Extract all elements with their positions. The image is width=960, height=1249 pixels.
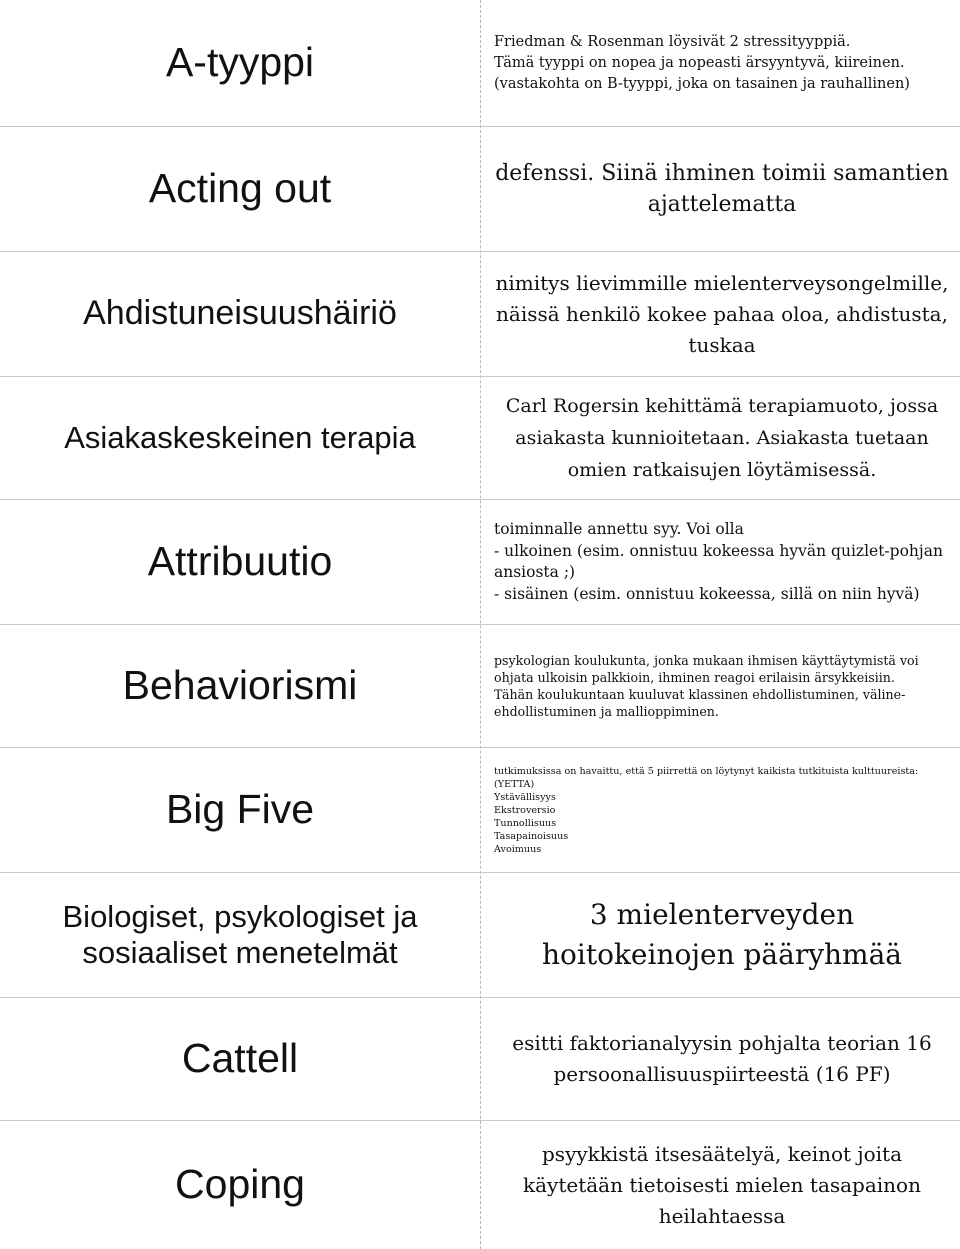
card-definition-text: Friedman & Rosenman löysivät 2 stressityyppiä. Tämä tyyppi on nopea ja nopeasti ärsyyntyvä, kiireinen. (vastakohta on B-tyyppi, joka on tasainen ja rauhallinen) [494, 33, 910, 92]
card-term: Asiakaskeskeinen terapia [64, 420, 416, 456]
card-definition-text: 3 mielenterveyden hoitokeinojen pääryhmää [541, 898, 902, 971]
card-definition [481, 252, 960, 376]
card-row [0, 748, 960, 873]
card-term: Ahdistuneisuushäiriö [83, 294, 397, 333]
card-definition-text: defenssi. Siinä ihminen toimii samantien ajattelematta [495, 161, 949, 217]
card-row [0, 252, 960, 377]
card-row [0, 377, 960, 500]
card-definition [481, 748, 960, 872]
card-definition [481, 998, 960, 1120]
card-term: Behaviorismi [122, 662, 358, 709]
card-row [0, 998, 960, 1121]
card-term: A-tyyppi [165, 39, 315, 86]
card-definition-text: Carl Rogersin kehittämä terapiamuoto, jossa asiakasta kunnioitetaan. Asiakasta tuetaan omien ratkaisujen löytämisessä. [505, 395, 939, 481]
card-term: Big Five [165, 786, 315, 833]
card-definition-text: toiminnalle annettu syy. Voi olla - ulkoinen (esim. onnistuu kokeessa hyvän quizlet-pohjan ansiosta ;) - sisäinen (esim. onnistuu kokeessa, sillä on niin hyvä) [494, 520, 943, 603]
card-term: Acting out [148, 165, 332, 212]
card-definition [481, 873, 960, 997]
card-definition-text: esitti faktorianalyysin pohjalta teorian 16 persoonallisuuspiirteestä (16 PF) [512, 1031, 932, 1086]
card-term: Biologiset, psykologiset ja sosiaaliset menetelmät [62, 899, 418, 970]
card-row [0, 500, 960, 625]
card-definition-text: psyykkistä itsesäätelyä, keinot joita käytetään tietoisesti mielen tasapainon heilahtaessa [523, 1141, 921, 1228]
card-definition-text: psykologian koulukunta, jonka mukaan ihmisen käyttäytymistä voi ohjata ulkoisin palkkioin, ihminen reagoi erilaisin ärsykkeisiin. Tähän koulukuntaan kuuluvat klassinen ehdollistuminen, väline-ehdollistuminen ja mallioppiminen. [494, 653, 919, 719]
card-row [0, 127, 960, 252]
card-term: Attribuutio [147, 538, 333, 585]
card-definition-text: tutkimuksissa on havaittu, että 5 piirrettä on löytynyt kaikista tutkituista kulttuureista: (YETTA) Ystävällisyys Ekstroversio Tunnollisuus Tasapainoisuus Avoimuus [494, 765, 919, 855]
card-definition-text: nimitys lievimmille mielenterveysongelmille, näissä henkilö kokee pahaa oloa, ahdistusta, tuskaa [495, 270, 949, 357]
card-row [0, 873, 960, 998]
card-row [0, 1121, 960, 1249]
card-definition [481, 1121, 960, 1249]
card-definition [481, 377, 960, 499]
card-definition [481, 0, 960, 126]
card-definition [481, 500, 960, 624]
card-row [0, 625, 960, 748]
card-term: Cattell [181, 1035, 299, 1082]
card-row [0, 0, 960, 127]
card-definition [481, 127, 960, 251]
card-term: Coping [175, 1161, 305, 1208]
card-definition [481, 625, 960, 747]
